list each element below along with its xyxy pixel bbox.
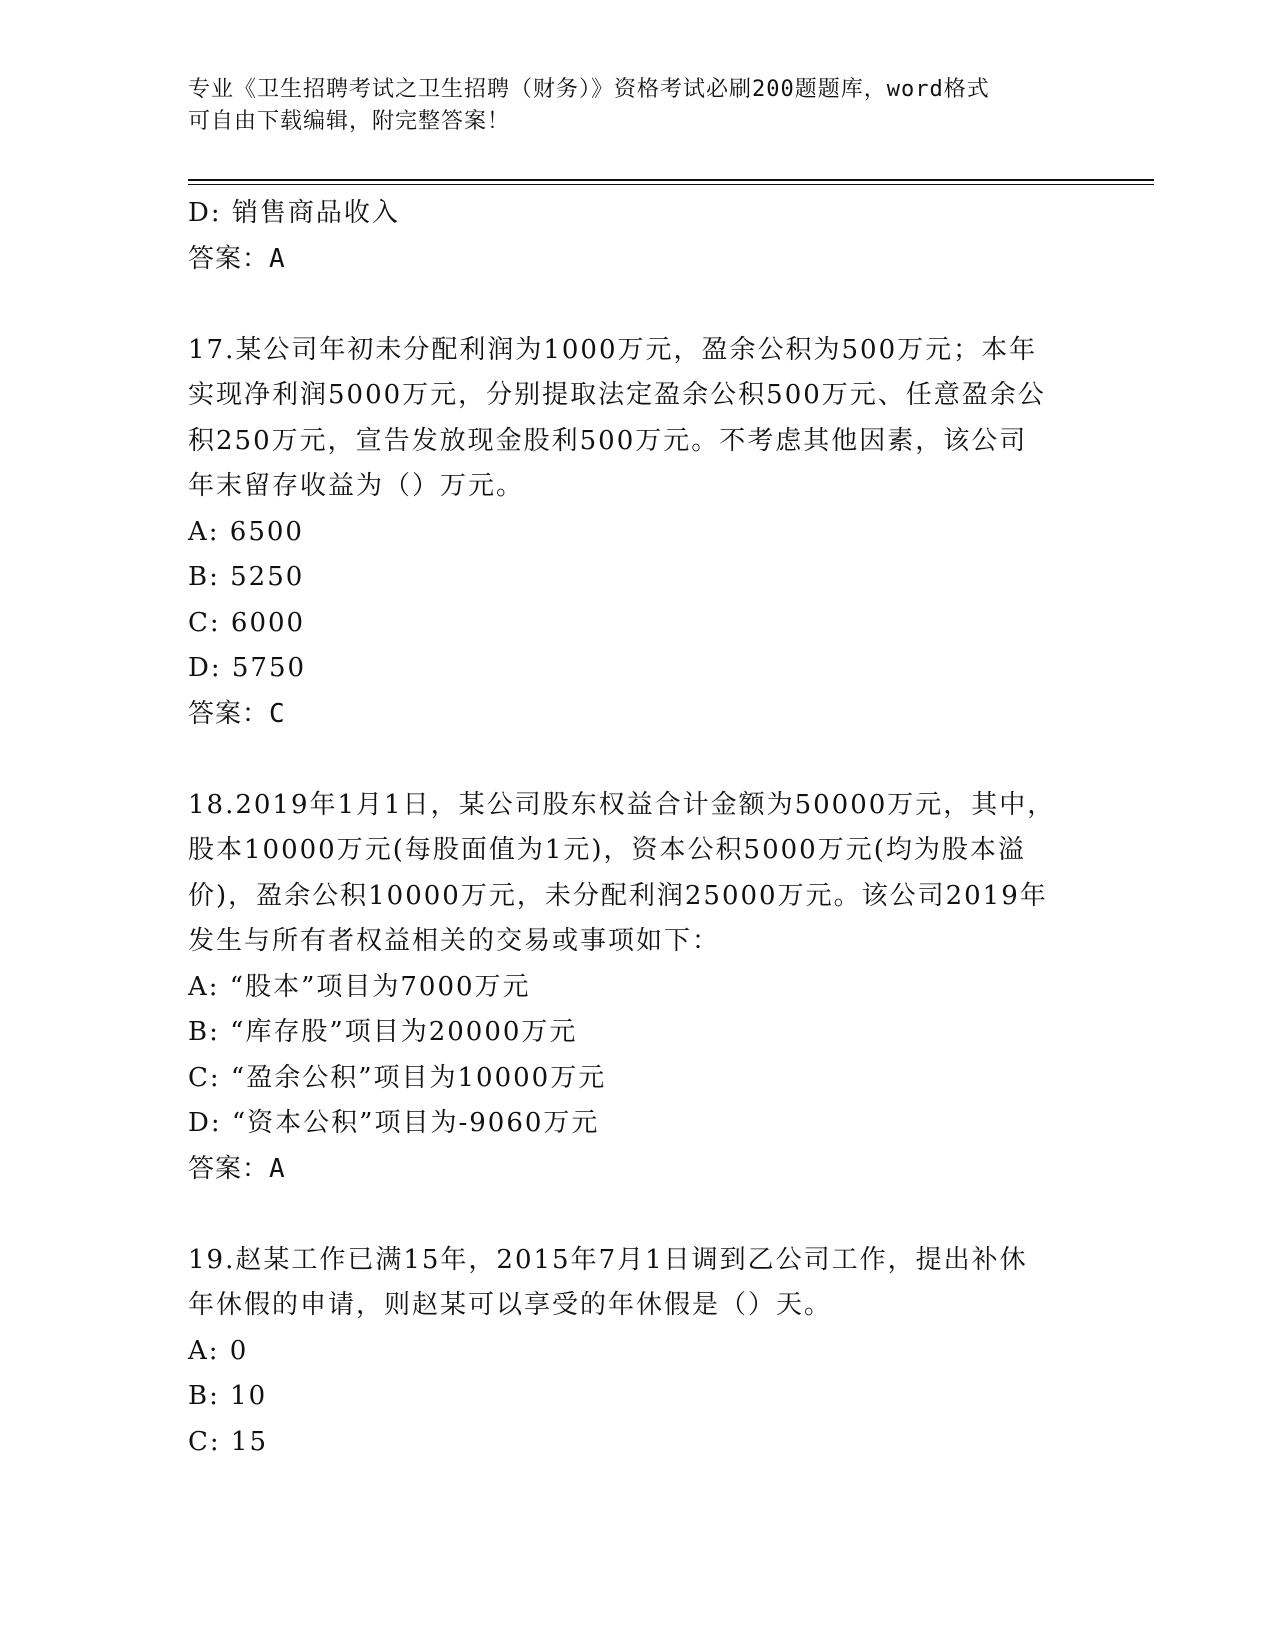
prev-option-d: D: 销售商品收入 <box>188 198 400 228</box>
question-content <box>188 191 1088 1465</box>
question-17 <box>188 328 1088 738</box>
q17-option-d: D: 5750 <box>188 653 307 683</box>
question-18 <box>188 783 1088 1193</box>
q19-option-c: C: 15 <box>188 1426 269 1457</box>
q17-option-a: A: 6500 <box>188 516 304 547</box>
q18-text-line: 发生与所有者权益相关的交易或事项如下： <box>188 926 721 956</box>
q17-text-line: 年末留存收益为（）万元。 <box>188 471 525 501</box>
q18-answer: 答案：A <box>188 1153 286 1184</box>
q19-text-line: 19.赵某工作已满15年，2015年7月1日调到乙公司工作，提出补休 <box>188 1244 1028 1275</box>
q17-text-line: 积250万元，宣告发放现金股利500万元。不考虑其他因素，该公司 <box>188 425 1028 456</box>
q17-option-b: B: 5250 <box>188 562 305 592</box>
header-line-2: 可自由下载编辑，附完整答案！ <box>188 109 511 134</box>
q17-option-c: C: 6000 <box>188 607 306 638</box>
q19-option-a: A: 0 <box>188 1335 249 1366</box>
q18-option-b: B: “库存股”项目为20000万元 <box>188 1017 578 1047</box>
header-rule-thin <box>188 184 1154 185</box>
q17-text-line: 实现净利润5000万元，分别提取法定盈余公积500万元、任意盈余公 <box>188 380 1046 410</box>
document-header <box>188 74 1068 138</box>
q18-text-line: 股本10000万元(每股面值为1元)，资本公积5000万元(均为股本溢 <box>188 835 1026 865</box>
question-19 <box>188 1238 1088 1466</box>
spacer <box>188 282 1088 328</box>
spacer <box>188 1192 1088 1238</box>
q18-option-d: D: “资本公积”项目为-9060万元 <box>188 1108 600 1138</box>
q18-text-line: 18.2019年1月1日，某公司股东权益合计金额为50000万元，其中， <box>188 789 1056 820</box>
q17-answer: 答案：C <box>188 698 286 729</box>
q18-option-a: A: “股本”项目为7000万元 <box>188 971 531 1002</box>
q18-option-c: C: “盈余公积”项目为10000万元 <box>188 1062 607 1093</box>
header-line-1: 专业《卫生招聘考试之卫生招聘（财务）》资格考试必刷200题题库，word格式 <box>188 77 990 102</box>
prev-answer: 答案：A <box>188 243 286 274</box>
spacer <box>188 737 1088 783</box>
q19-text-line: 年休假的申请，则赵某可以享受的年休假是（）天。 <box>188 1290 833 1320</box>
q18-text-line: 价)，盈余公积10000万元，未分配利润25000万元。该公司2019年 <box>188 880 1048 911</box>
q17-text-line: 17.某公司年初未分配利润为1000万元，盈余公积为500万元；本年 <box>188 334 1038 365</box>
header-rule-thick <box>188 179 1154 181</box>
q19-option-b: B: 10 <box>188 1381 268 1411</box>
